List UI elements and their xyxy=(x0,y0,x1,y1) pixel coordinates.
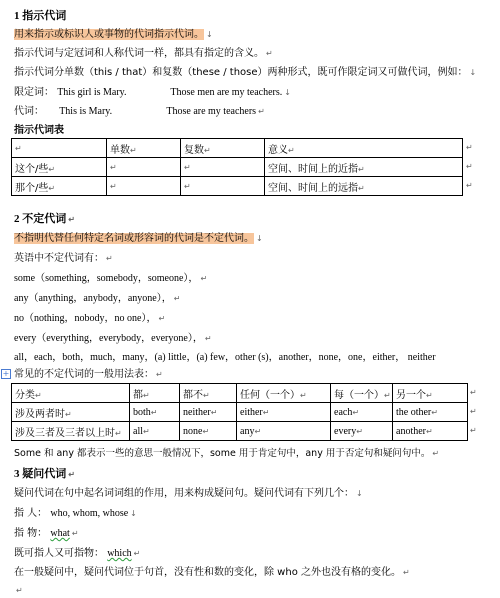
table-row xyxy=(12,139,463,158)
interrogative-person: 指 人： who, whom, whose ↓ xyxy=(14,508,137,519)
interrogative-both: 既可指人又可指物： which ↵ xyxy=(14,548,141,559)
list-item: any（anything，anybody，anyone）， ↵ xyxy=(14,293,181,304)
row-end-mark: ↵ xyxy=(466,181,473,190)
table-cell: 另一个↵ xyxy=(393,384,468,403)
table-cell: every↵ xyxy=(331,422,393,441)
table-row xyxy=(12,177,463,196)
table-cell: each↵ xyxy=(331,403,393,422)
empty-paragraph: ↵ xyxy=(16,586,23,595)
table-cell: 都不↵ xyxy=(180,384,237,403)
table-cell: ↵ xyxy=(181,177,265,196)
indefinite-table xyxy=(11,383,468,441)
table-cell: 都↵ xyxy=(130,384,180,403)
paragraph-interrogative-intro: 疑问代词在句中起名词词组的作用，用来构成疑问句。疑问代词有下列几个： ↓ xyxy=(14,488,363,499)
example-pronoun: 代词： This is Mary. Those are my teachers ↵ xyxy=(14,106,265,117)
table-row xyxy=(12,384,468,403)
list-item: all，each，both，much，many，(a) little，(a) few，other (s)，another，none，one，either， neither xyxy=(14,352,436,363)
table-cell: 涉及两者时↵ xyxy=(12,403,130,422)
table-cell: 空间、时间上的近指↵ xyxy=(265,158,463,177)
table-row xyxy=(12,422,468,441)
table-move-handle[interactable]: + xyxy=(2,369,10,378)
demonstrative-table xyxy=(11,138,463,196)
paragraph-some-any-note: Some 和 any 都表示一些的意思一般情况下，some 用于肯定句中，any 用于否定句和疑问句中。 ↵ xyxy=(14,448,440,459)
table-cell: 意义↵ xyxy=(265,139,463,158)
table-row xyxy=(12,403,468,422)
interrogative-thing: 指 物： what ↵ xyxy=(14,528,79,539)
table-cell: 这个/些↵ xyxy=(12,158,107,177)
table-cell: 空间、时间上的远指↵ xyxy=(265,177,463,196)
list-item: some（something，somebody，someone）， ↵ xyxy=(14,273,208,284)
table-cell: 那个/些↵ xyxy=(12,177,107,196)
table-cell: neither↵ xyxy=(180,403,237,422)
paragraph-demonstrative-forms: 指示代词分单数（this / that）和复数（these / those）两种形式，既可作限定词又可做代词，例如： ↓ xyxy=(14,67,477,78)
table-title-demonstrative: 指示代词表 xyxy=(14,125,64,136)
row-end-mark: ↵ xyxy=(470,407,477,416)
section-heading-indefinite: 2 不定代词 ↵ xyxy=(14,213,75,225)
table-cell: either↵ xyxy=(237,403,331,422)
table-cell: ↵ xyxy=(107,177,181,196)
table-cell: 涉及三者及三者以上时↵ xyxy=(12,422,130,441)
table-cell: ↵ xyxy=(12,139,107,158)
paragraph-indefinite-intro: 英语中不定代词有： ↵ xyxy=(14,253,113,264)
table-cell: 单数↵ xyxy=(107,139,181,158)
row-end-mark: ↵ xyxy=(470,426,477,435)
table-cell: another↵ xyxy=(393,422,468,441)
table-cell: the other↵ xyxy=(393,403,468,422)
table-cell: both↵ xyxy=(130,403,180,422)
definition-indefinite: 不指明代替任何特定名词或形容词的代词是不定代词。 ↓ xyxy=(14,233,263,244)
row-end-mark: ↵ xyxy=(466,162,473,171)
table-cell: 复数↵ xyxy=(181,139,265,158)
row-end-mark: ↵ xyxy=(470,388,477,397)
section-heading-demonstrative: 1 指示代词 xyxy=(14,10,67,22)
table-cell: 每（一个）↵ xyxy=(331,384,393,403)
table-cell: none↵ xyxy=(180,422,237,441)
table-cell: any↵ xyxy=(237,422,331,441)
section-heading-interrogative: 3 疑问代词 ↵ xyxy=(14,468,75,480)
table-row xyxy=(12,158,463,177)
list-item: no（nothing，nobody，no one）， ↵ xyxy=(14,313,166,324)
table-title-indefinite: 常见的不定代词的一般用法表： ↵ xyxy=(14,369,163,380)
row-end-mark: ↵ xyxy=(466,143,473,152)
example-determiner: 限定词： This girl is Mary. Those men are my teachers. ↓ xyxy=(14,87,291,98)
paragraph-demonstrative-meaning: 指示代词与定冠词和人称代词一样，都具有指定的含义。 ↵ xyxy=(14,48,273,59)
list-item: every（everything，everybody，everyone）， ↵ xyxy=(14,333,212,344)
table-cell: 分类↵ xyxy=(12,384,130,403)
table-cell: 任何（一个）↵ xyxy=(237,384,331,403)
table-cell: ↵ xyxy=(107,158,181,177)
table-cell: all↵ xyxy=(130,422,180,441)
paragraph-interrogative-position: 在一般疑问中，疑问代词位于句首，没有性和数的变化，除 who 之外也没有格的变化。 ↵ xyxy=(14,567,410,578)
definition-demonstrative: 用来指示或标识人或事物的代词指示代词。 ↓ xyxy=(14,29,213,40)
table-cell: ↵ xyxy=(181,158,265,177)
